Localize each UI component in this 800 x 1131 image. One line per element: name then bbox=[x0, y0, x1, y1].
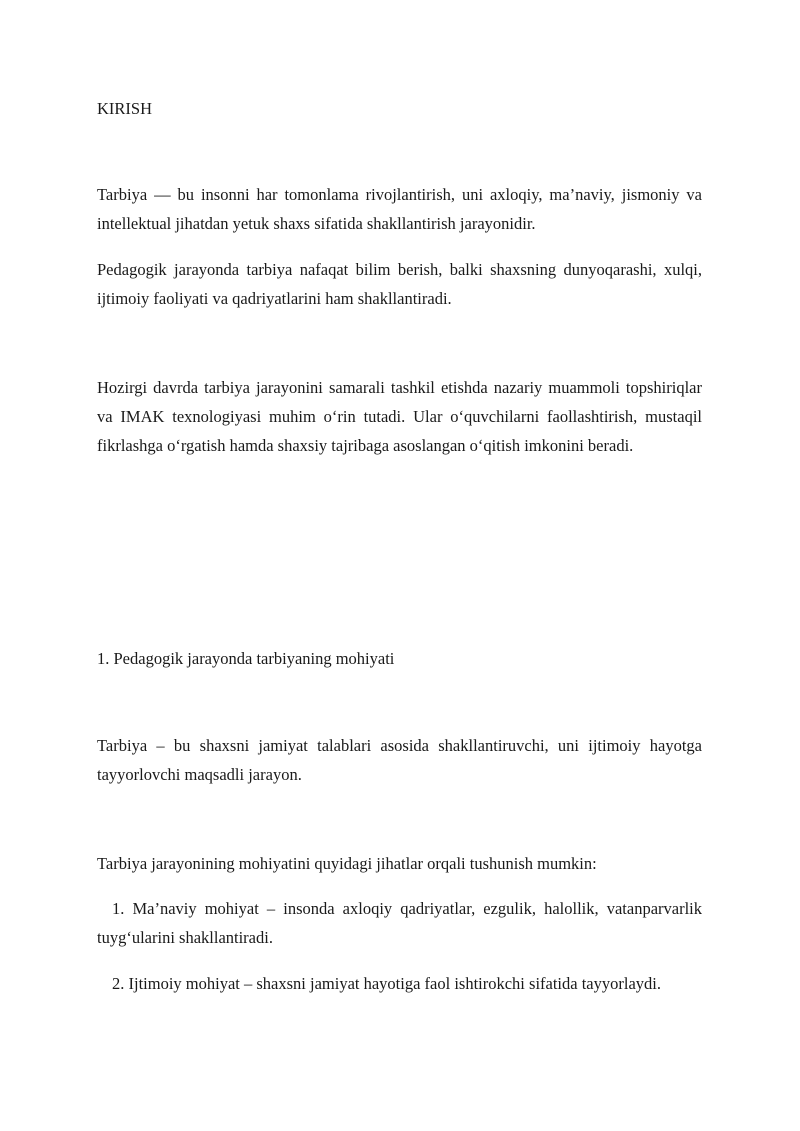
section-1-heading: 1. Pedagogik jarayonda tarbiyaning mohiyati bbox=[97, 649, 395, 668]
list-item-2: 2. Ijtimoiy mohiyat – shaxsni jamiyat hayotiga faol ishtirokchi sifatida tayyorlaydi. bbox=[112, 974, 661, 993]
page-title: KIRISH bbox=[97, 99, 153, 118]
section-1-paragraph-1: Tarbiya – bu shaxsni jamiyat talablari asosida shakllantiruvchi, uni ijtimoiy hayotga tayyorlovchi maqsadli jarayon. bbox=[97, 736, 702, 784]
intro-paragraph-1: Tarbiya — bu insonni har tomonlama rivojlantirish, uni axloqiy, ma’naviy, jismoniy va intellektual jihatdan yetuk shaxs sifatida shakllantirish jarayonidir. bbox=[97, 185, 702, 233]
section-1-paragraph-2: Tarbiya jarayonining mohiyatini quyidagi jihatlar orqali tushunish mumkin: bbox=[97, 854, 597, 873]
intro-paragraph-3: Hozirgi davrda tarbiya jarayonini samarali tashkil etishda nazariy muammoli topshiriqlar va IMAK texnologiyasi muhim o‘rin tutadi. Ular o‘quvchilarni faollashtirish, mustaqil fikrlashga o‘rgatish hamda shaxsiy tajribaga asoslangan o‘qitish imkonini beradi. bbox=[97, 378, 702, 455]
intro-paragraph-2: Pedagogik jarayonda tarbiya nafaqat bilim berish, balki shaxsning dunyoqarashi, xulqi, ijtimoiy faoliyati va qadriyatlarini ham shakllantiradi. bbox=[97, 260, 702, 308]
list-item-1: 1. Ma’naviy mohiyat – insonda axloqiy qadriyatlar, ezgulik, halollik, vatanparvarlik tuyg‘ularini shakllantiradi. bbox=[97, 899, 702, 947]
